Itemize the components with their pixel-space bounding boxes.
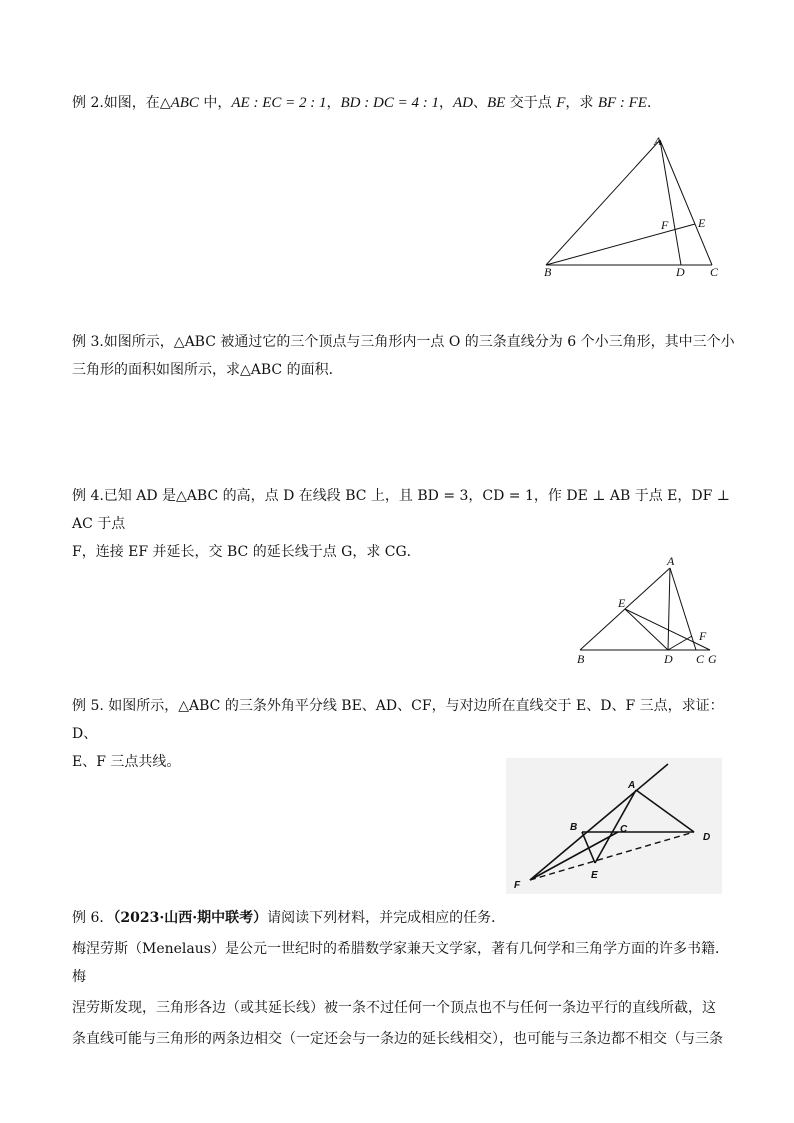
label-g: G: [708, 652, 717, 666]
label-a: A: [654, 134, 662, 148]
example-6-statement: 例 6．（2023·山西·期中联考）请阅读下列材料，并完成相应的任务． 梅涅劳斯（Menelaus）是公元一世纪时的希腊数学家兼天文学家，著有几何学和三角学方面的许多书籍．梅 涅劳斯发现，三角形各边（或其延长线）被一条不过任何一个顶点也不与任何一条边平行的直线所截，这 条直线可能与三角形的两条边相交（一定还会与一条边的延长线相交），也可能与三条边都不相交（与三条: [72, 904, 736, 1053]
side-ac: [660, 140, 712, 265]
label-d: D: [664, 652, 673, 666]
example-2-statement: 例 2.如图，在△ABC 中，AE : EC = 2 : 1，BD : DC = 4 : 1，AD、BE 交于点 F，求 BF : FE．: [72, 95, 661, 111]
example-2-figure: [536, 130, 736, 282]
segment-ad: [660, 140, 681, 265]
label-c: C: [710, 265, 719, 279]
label-d: D: [676, 265, 685, 279]
label-b: B: [577, 652, 585, 666]
label-a: A: [628, 780, 636, 791]
label-e: E: [618, 596, 626, 610]
altitude-ad: [668, 568, 670, 650]
label-d: D: [703, 832, 711, 843]
segment-df: [668, 636, 692, 650]
example-4-figure: [570, 552, 730, 670]
segment-de: [625, 609, 668, 650]
example-5-figure: [506, 758, 722, 894]
example-3-statement: 例 3.如图所示，△ABC 被通过它的三个顶点与三角形内一点 O 的三条直线分为 6 个小三角形，其中三个小 三角形的面积如图所示，求△ABC 的面积．: [72, 334, 735, 378]
segment-be: [546, 224, 695, 265]
label-c: C: [620, 824, 628, 835]
label-f: F: [699, 629, 707, 643]
label-e: E: [698, 216, 706, 230]
segment-eg: [625, 609, 710, 650]
label-a: A: [667, 554, 675, 568]
side-ab: [546, 140, 660, 265]
example-6-heading: 例 6．（2023·山西·期中联考）请阅读下列材料，并完成相应的任务．: [72, 910, 506, 926]
example-4-statement: 例 4.已知 AD 是△ABC 的高，点 D 在线段 BC 上，且 BD = 3，CD = 1，作 DE ⊥ AB 于点 E，DF ⊥ AC 于点 F，连接 EF 并延长，交 BC 的延长线于点 G，求 CG．: [72, 488, 730, 560]
side-ac: [670, 568, 696, 650]
label-b: B: [544, 265, 552, 279]
label-c: C: [696, 652, 705, 666]
example-5-statement: 例 5. 如图所示，△ABC 的三条外角平分线 BE、AD、CF，与对边所在直线交于 E、D、F 三点，求证：D、 E、F 三点共线。: [72, 698, 724, 770]
label-b: B: [570, 822, 578, 833]
label-f: F: [661, 218, 669, 232]
label-e: E: [591, 870, 598, 881]
label-f: F: [514, 880, 521, 891]
